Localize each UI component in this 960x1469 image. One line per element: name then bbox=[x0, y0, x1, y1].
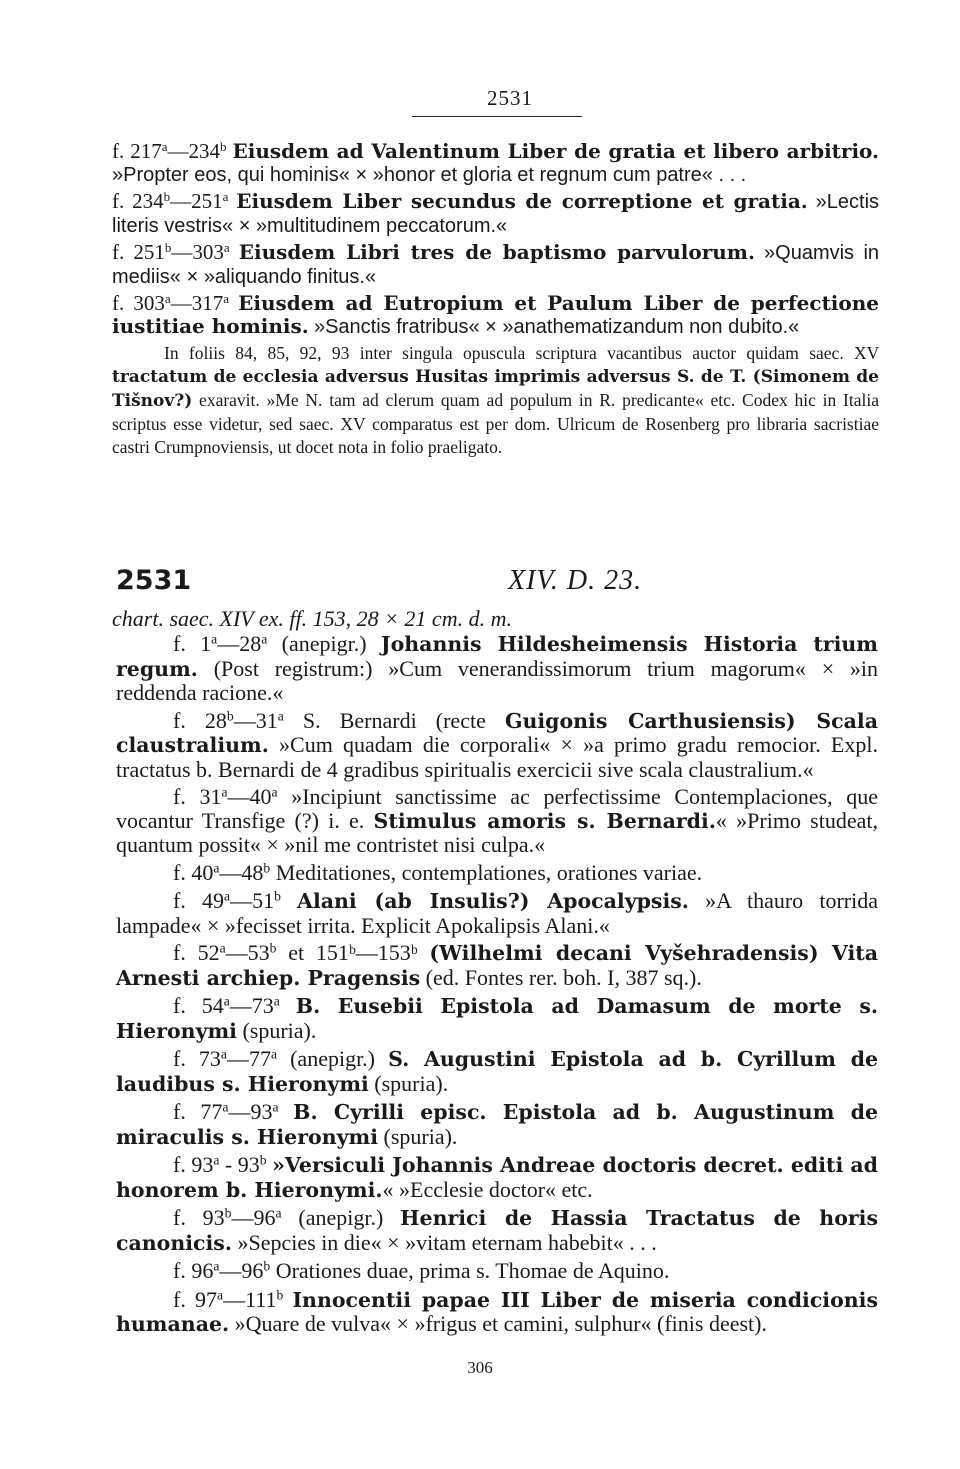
running-head: 2531 bbox=[487, 86, 533, 110]
folio-ref: —93 bbox=[228, 1099, 273, 1124]
content-item bbox=[116, 1100, 878, 1149]
content-item bbox=[116, 994, 878, 1043]
content-item bbox=[112, 190, 879, 238]
content-item bbox=[112, 140, 879, 187]
item-text: (anepigr.) bbox=[277, 1046, 389, 1071]
work-title: Johannis Hildesheimensis Historia trium regum. bbox=[116, 632, 878, 681]
folio-side: b bbox=[274, 888, 281, 904]
item-text: S. Bernardi (recte bbox=[283, 707, 505, 733]
item-text bbox=[281, 888, 297, 913]
folio-ref: f. 28 bbox=[173, 707, 227, 733]
folio-ref: f. 54 bbox=[173, 993, 224, 1018]
folio-side: a bbox=[213, 860, 220, 875]
folio-side: a bbox=[220, 1046, 227, 1062]
folio-ref: —251 bbox=[170, 189, 223, 213]
previous-entry-continuation bbox=[112, 140, 879, 459]
folio-side: a bbox=[213, 1152, 220, 1168]
work-title: Innocentii papae III Liber de miseria condicionis humanae. bbox=[116, 1287, 879, 1336]
folio-side: b bbox=[263, 1258, 271, 1274]
folio-ref: —40 bbox=[227, 784, 272, 809]
content-item bbox=[116, 889, 878, 937]
folio-side: a bbox=[222, 1099, 229, 1115]
folio-side: a bbox=[223, 993, 230, 1009]
content-item bbox=[116, 1288, 878, 1337]
folio-side: a bbox=[277, 708, 284, 723]
item-text: »Incipiunt sanctissime ac perfectissime Contemplaciones, que vocantur Transfige (?) i. e. bbox=[116, 784, 878, 833]
folio-ref: —303 bbox=[171, 240, 224, 264]
folio-side: a bbox=[161, 138, 168, 154]
folio-ref: f. 217 bbox=[112, 139, 162, 163]
folio-ref: —53 bbox=[225, 940, 270, 965]
folio-side: b bbox=[224, 1205, 232, 1221]
incipit-explicit: »Sepcies in die« × »vitam eternam habebit« . . . bbox=[231, 1229, 657, 1255]
folio-side: b bbox=[220, 138, 227, 154]
incipit-explicit: « »Primo studeat, quantum possit« × »nil me contristet nisi culpa.« bbox=[116, 807, 878, 857]
work-title: Stimulus amoris s. Bernardi. bbox=[373, 808, 716, 833]
content-item bbox=[116, 785, 878, 857]
folio-side: b bbox=[263, 860, 271, 875]
incipit-explicit: »A thauro torrida lampade« × »fecisset irrita. Explicit Apokalipsis Alani.« bbox=[116, 888, 878, 938]
incipit-explicit: »Quare de vulva« × »frigus et camini, sulphur« (finis deest). bbox=[229, 1311, 767, 1336]
content-item bbox=[116, 861, 878, 886]
entry-heading bbox=[110, 565, 890, 601]
folio-side: a bbox=[224, 888, 231, 904]
incipit-explicit: (Post registrum:) »Cum venerandissimorum trium magorum« × »in reddenda racione.« bbox=[116, 655, 878, 705]
content-item bbox=[116, 1153, 878, 1202]
incipit-explicit: (ed. Fontes rer. boh. I, 387 sq.). bbox=[420, 964, 702, 990]
folio-ref: —317 bbox=[170, 291, 224, 315]
folio-side: a bbox=[211, 631, 218, 647]
folio-side: a bbox=[223, 290, 229, 306]
note-text: exaravit. »Me N. tam ad clerum quam ad populum in R. predicante« etc. Codex hic in Italia scriptus esse videtur, sed saec. XV comparatus est per dom. Ulricum de Rosenberg pro libraria sacristiae castri Crumpnoviensis, ut docet nota in folio praeligato. bbox=[112, 390, 879, 457]
folio-ref: —96 bbox=[231, 1205, 276, 1230]
incipit-explicit: »Cum quadam die corporali« × »a primo gradu remocior. Expl. tractatus b. Bernardi de 4 gradibus spiritualis exercicii sive scala claustralium.« bbox=[116, 732, 878, 782]
physical-description: chart. saec. XIV ex. ff. 153, 28 × 21 cm. d. m. bbox=[112, 606, 512, 631]
work-title: Eiusdem Libri tres de baptismo parvulorum. bbox=[238, 240, 755, 264]
folio-ref: f. 49 bbox=[173, 888, 224, 913]
folio-ref: —234 bbox=[167, 139, 220, 163]
editor-note bbox=[112, 342, 879, 459]
work-title: »Versiculi Johannis Andreae doctoris decret. editi ad honorem b. Hieronymi. bbox=[116, 1153, 879, 1202]
incipit-explicit: (spuria). bbox=[368, 1070, 449, 1096]
folio-side: a bbox=[213, 1258, 220, 1274]
folio-side: b bbox=[164, 239, 172, 255]
folio-side: a bbox=[270, 1046, 278, 1062]
content-item bbox=[112, 292, 879, 339]
folio-ref: f. 93 bbox=[173, 1205, 225, 1230]
folio-ref: f. 1 bbox=[173, 631, 212, 656]
contents-list bbox=[116, 632, 878, 1341]
folio-ref: —28 bbox=[217, 631, 262, 656]
entry-number: 2531 bbox=[116, 565, 192, 596]
work-title: Alani (ab Insulis?) Apocalypsis. bbox=[297, 889, 689, 913]
content-item bbox=[116, 1206, 878, 1255]
work-title: (Wilhelmi decani Vyšehradensis) Vita Arnesti archiep. Pragensis bbox=[116, 941, 879, 990]
content-item bbox=[112, 241, 879, 289]
folio-ref: f. 96 bbox=[173, 1258, 214, 1283]
folio-side: a bbox=[272, 1099, 279, 1115]
folio-side: a bbox=[261, 631, 268, 647]
folio-ref: - 93 bbox=[219, 1152, 260, 1177]
content-item bbox=[116, 709, 878, 782]
incipit-explicit: »Propter eos, qui hominis« × »honor et gloria et regnum cum patre« . . . bbox=[112, 164, 747, 186]
folio-ref: f. 93 bbox=[173, 1152, 214, 1177]
folio-ref: —96 bbox=[219, 1258, 264, 1283]
folio-ref: f. 77 bbox=[173, 1099, 223, 1124]
folio-side: a bbox=[223, 239, 230, 255]
folio-ref: f. 31 bbox=[173, 784, 222, 809]
item-text: Meditationes, contemplationes, orationes variae. bbox=[270, 859, 703, 885]
incipit-explicit: »Lectis literis vestris« × »multitudinem peccatorum.« bbox=[112, 191, 880, 237]
folio-ref: —31 bbox=[233, 707, 278, 733]
folio-ref: —48 bbox=[219, 859, 264, 885]
folio-side: a bbox=[275, 1205, 282, 1221]
folio-ref: —51 bbox=[230, 888, 275, 913]
folio-side: a bbox=[164, 290, 171, 306]
work-title: B. Eusebii Epistola ad Damasum de morte s. Hieronymi bbox=[116, 994, 879, 1043]
folio-side: a bbox=[219, 940, 226, 956]
folio-side: a bbox=[217, 1287, 224, 1302]
incipit-explicit: »Sanctis fratribus« × »anathematizandum non dubito.« bbox=[313, 316, 800, 338]
folio-side: b bbox=[269, 940, 277, 956]
item-text: (anepigr.) bbox=[281, 1205, 401, 1230]
work-title: Henrici de Hassia Tractatus de horis canonicis. bbox=[116, 1206, 879, 1255]
page-number: 306 bbox=[467, 1358, 493, 1377]
note-text: In foliis 84, 85, 92, 93 inter singula opuscula scriptura vacantibus auctor quidam saec. XV bbox=[164, 343, 879, 363]
work-title: Guigonis Carthusiensis) Scala claustralium. bbox=[116, 708, 878, 757]
folio-side: a bbox=[222, 188, 229, 204]
item-text bbox=[280, 993, 296, 1018]
content-item bbox=[116, 632, 878, 705]
work-title: S. Augustini Epistola ad b. Cyrillum de laudibus s. Hieronymi bbox=[116, 1047, 879, 1096]
incipit-explicit: « »Ecclesie doctor« etc. bbox=[382, 1176, 593, 1202]
folio-ref: —77 bbox=[226, 1046, 271, 1071]
work-title: B. Cyrilli episc. Epistola ad b. Augustinum de miraculis s. Hieronymi bbox=[116, 1100, 878, 1149]
folio-ref: f. 40 bbox=[173, 859, 214, 885]
work-title: Eiusdem ad Valentinum Liber de gratia et libero arbitrio. bbox=[232, 139, 880, 163]
folio-side: a bbox=[273, 993, 280, 1009]
folio-ref: f. 234 bbox=[112, 189, 164, 213]
folio-ref: —73 bbox=[229, 993, 274, 1018]
work-title: Eiusdem Liber secundus de correptione et gratia. bbox=[236, 189, 808, 213]
content-item bbox=[116, 1259, 878, 1284]
work-title: Eiusdem ad Eutropium et Paulum Liber de perfectione iustitiae hominis. bbox=[112, 291, 880, 338]
item-text: (anepigr.) bbox=[267, 631, 381, 656]
folio-ref: f. 303 bbox=[112, 291, 165, 315]
folio-ref: f. 52 bbox=[173, 940, 220, 965]
incipit-explicit: (spuria). bbox=[378, 1123, 458, 1149]
content-item bbox=[116, 941, 878, 990]
folio-ref: f. 251 bbox=[112, 240, 165, 264]
incipit-explicit: (spuria). bbox=[236, 1017, 317, 1043]
folio-side: b bbox=[226, 708, 234, 723]
folio-side: b bbox=[163, 188, 171, 204]
folio-side: a bbox=[271, 784, 278, 800]
incipit-explicit: »Quamvis in mediis« × »aliquando finitus.« bbox=[112, 242, 880, 288]
folio-side: a bbox=[221, 784, 228, 800]
item-text: et 151ᵇ—153ᵇ bbox=[276, 940, 430, 965]
head-rule bbox=[412, 116, 582, 117]
folio-ref: f. 73 bbox=[173, 1046, 221, 1071]
folio-ref: f. 97 bbox=[173, 1286, 218, 1312]
folio-ref: —111 bbox=[223, 1286, 277, 1312]
item-text bbox=[279, 1099, 294, 1124]
note-emphasis: tractatum de ecclesia adversus Husitas imprimis adversus S. de T. (Simonem de Tišnov?) bbox=[112, 367, 879, 411]
folio-side: b bbox=[276, 1287, 284, 1302]
shelfmark: XIV. D. 23. bbox=[508, 565, 643, 596]
folio-side: b bbox=[259, 1152, 267, 1168]
item-text: Orationes duae, prima s. Thomae de Aquino. bbox=[270, 1258, 670, 1283]
content-item bbox=[116, 1047, 878, 1096]
